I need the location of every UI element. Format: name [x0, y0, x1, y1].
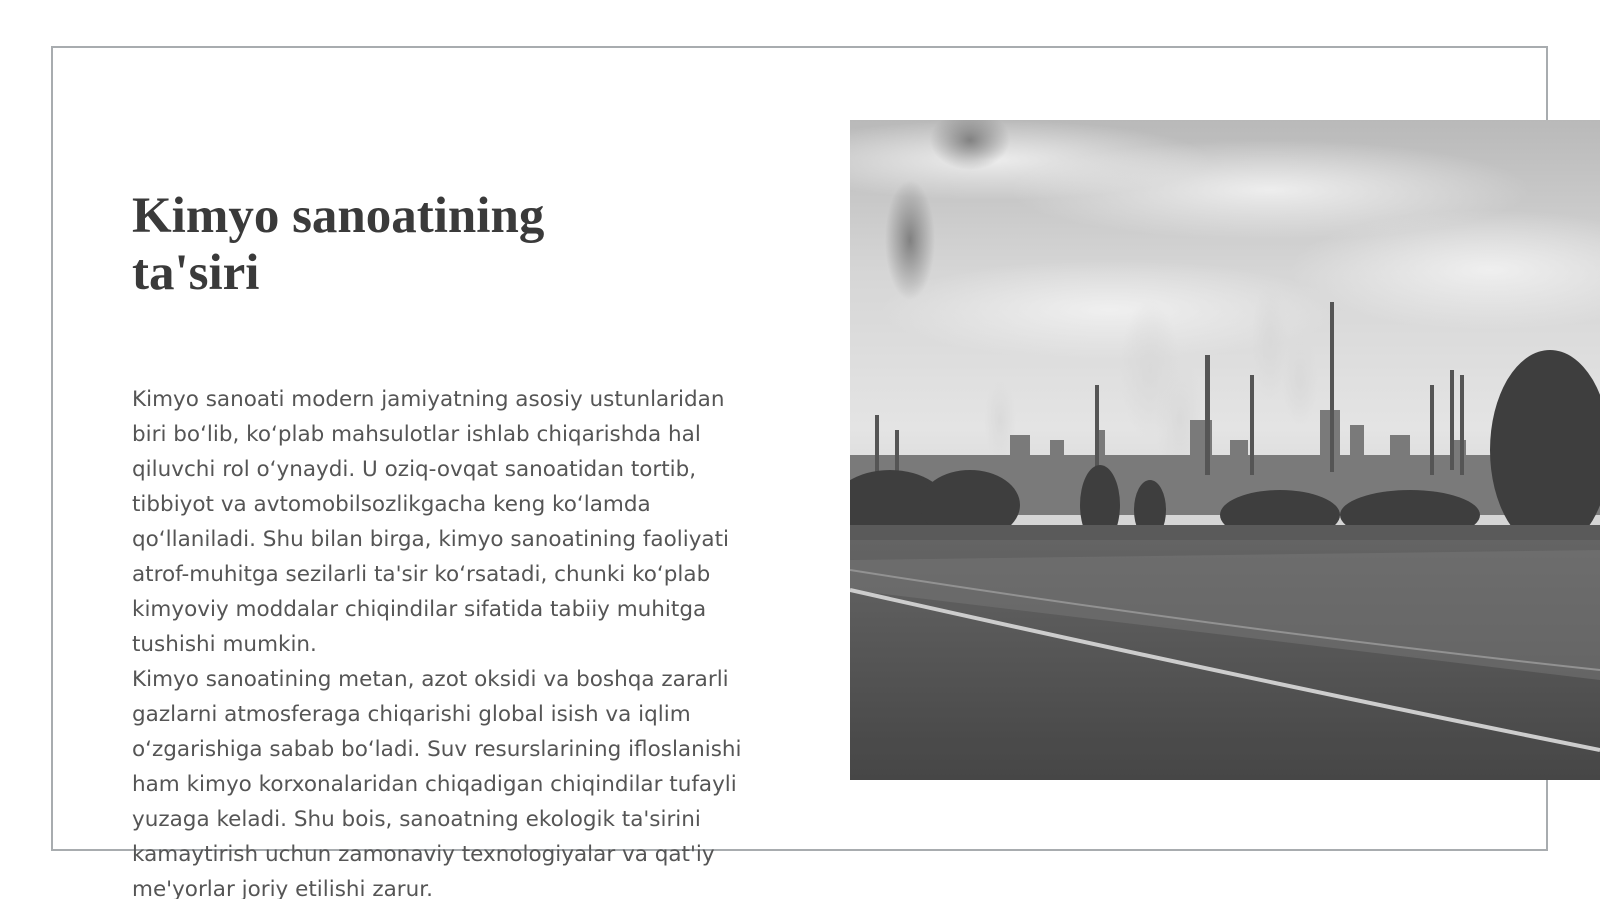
slide-title [132, 188, 752, 302]
paragraph-2: Kimyo sanoatining metan, azot oksidi va boshqa zararli gazlarni atmosferaga chiqarishi global isish va iqlim o‘zgarishiga sabab bo‘ladi. Suv resurslarining ifloslanishi ham kimyo korxonalaridan chiqadigan chiqindilar tufayli yuzaga keladi. Shu bois, sanoatning ekologik ta'sirini kamaytirish uchun zamonaviy texnologiyalar va qat'iy me'yorlar joriy etilishi zarur. [132, 667, 742, 899]
title-line-2: ta'siri [132, 245, 260, 301]
paragraph-1: Kimyo sanoati modern jamiyatning asosiy ustunlaridan biri bo‘lib, ko‘plab mahsulotlar ishlab chiqarishda hal qiluvchi rol o‘ynaydi. U oziq-ovqat sanoatidan tortib, tibbiyot va avtomobilsozlikgacha keng ko‘lamda qo‘llaniladi. Shu bilan birga, kimyo sanoatining faoliyati atrof-muhitga sezilarli ta'sir ko‘rsatadi, chunki ko‘plab kimyoviy moddalar chiqindilar sifatida tabiiy muhitga tushishi mumkin. [132, 387, 730, 657]
title-line-1: Kimyo sanoatining [132, 188, 545, 244]
industrial-plant-photo [850, 120, 1600, 780]
body-text [132, 382, 744, 899]
